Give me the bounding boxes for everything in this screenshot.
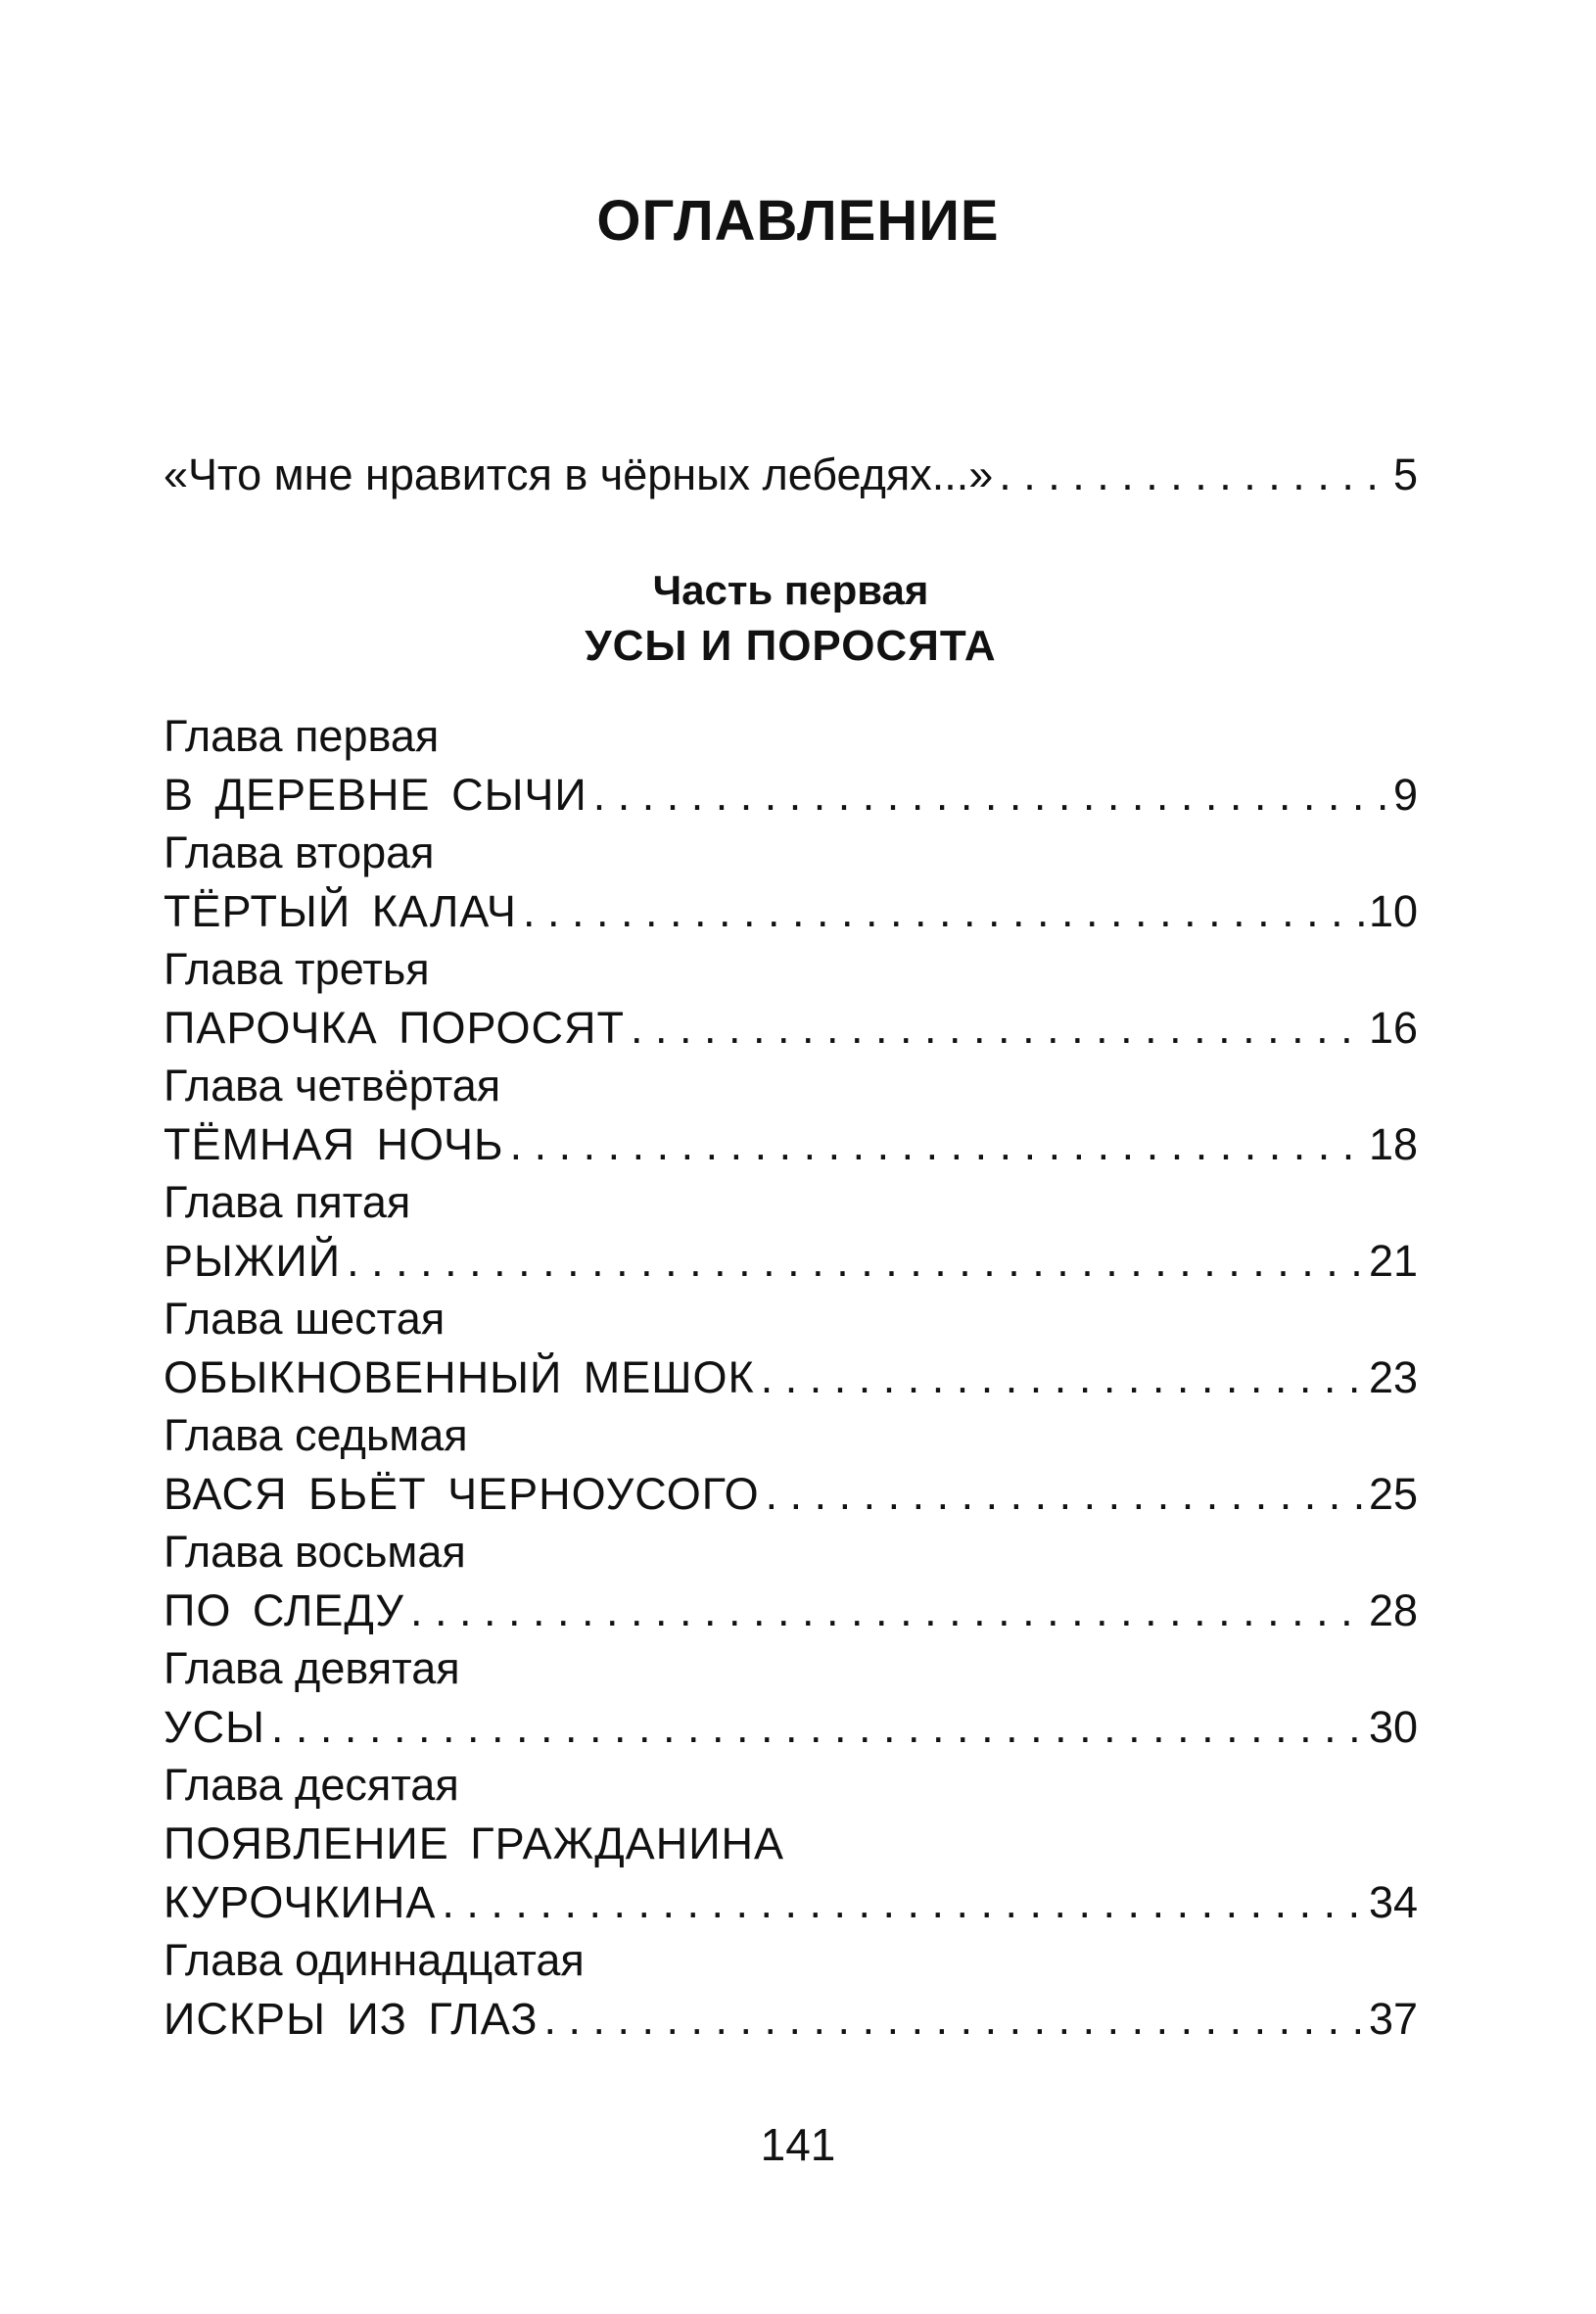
toc-chapter-entry[interactable] <box>164 1173 1418 1291</box>
dot-leader <box>593 766 1389 825</box>
chapter-title: В ДЕРЕВНЕ СЫЧИ <box>164 770 587 820</box>
toc-chapter-entry[interactable] <box>164 1931 1418 2049</box>
chapter-title: ОБЫКНОВЕННЫЙ МЕШОК <box>164 1352 755 1402</box>
dot-leader <box>761 1348 1365 1407</box>
chapter-label: Глава первая <box>164 711 440 761</box>
chapter-title: ВАСЯ БЬЁТ ЧЕРНОУСОГО <box>164 1469 760 1519</box>
dot-leader <box>271 1698 1365 1757</box>
toc-chapter-entry[interactable] <box>164 824 1418 941</box>
toc-entry-title: «Что мне нравится в чёрных лебедях...» <box>164 449 994 499</box>
toc-chapter-entry[interactable] <box>164 1523 1418 1640</box>
part-label: Часть первая <box>652 567 929 613</box>
chapter-page: 25 <box>1368 1469 1418 1519</box>
dot-leader <box>410 1582 1365 1640</box>
chapter-page: 34 <box>1368 1877 1418 1927</box>
chapter-title: УСЫ <box>164 1702 265 1752</box>
chapter-label: Глава шестая <box>164 1294 446 1344</box>
dot-leader <box>442 1873 1365 1932</box>
chapter-title: ТЁМНАЯ НОЧЬ <box>164 1119 504 1169</box>
chapter-label: Глава восьмая <box>164 1527 466 1577</box>
chapter-page: 37 <box>1368 1994 1418 2044</box>
dot-leader <box>347 1232 1365 1291</box>
page-number: 141 <box>760 2119 836 2170</box>
chapter-label: Глава вторая <box>164 827 435 877</box>
chapter-label: Глава третья <box>164 944 430 994</box>
chapter-label: Глава пятая <box>164 1177 411 1227</box>
dot-leader <box>523 882 1365 941</box>
dot-leader <box>544 1990 1365 2049</box>
part-title: УСЫ И ПОРОСЯТА <box>585 622 997 670</box>
toc-entry-page: 5 <box>1392 449 1418 499</box>
chapter-page: 10 <box>1368 886 1418 936</box>
chapter-page: 23 <box>1368 1352 1418 1402</box>
dot-leader <box>766 1465 1365 1524</box>
chapter-label: Глава одиннадцатая <box>164 1935 585 1985</box>
chapter-page: 16 <box>1368 1003 1418 1053</box>
dot-leader <box>999 446 1389 504</box>
chapter-title: ТЁРТЫЙ КАЛАЧ <box>164 886 517 936</box>
chapter-label: Глава четвёртая <box>164 1061 501 1110</box>
chapter-title: ПО СЛЕДУ <box>164 1585 404 1635</box>
chapter-label: Глава десятая <box>164 1760 459 1810</box>
chapter-page: 18 <box>1368 1119 1418 1169</box>
chapter-page: 9 <box>1392 770 1418 820</box>
chapter-title: ПАРОЧКА ПОРОСЯТ <box>164 1003 625 1053</box>
toc-chapter-entry[interactable] <box>164 707 1418 825</box>
chapter-label: Глава девятая <box>164 1643 460 1693</box>
toc-chapter-entry[interactable] <box>164 940 1418 1058</box>
chapter-page: 28 <box>1368 1585 1418 1635</box>
toc-chapter-entry[interactable] <box>164 1290 1418 1407</box>
toc-chapter-entry[interactable] <box>164 1057 1418 1174</box>
chapter-title: РЫЖИЙ <box>164 1236 342 1286</box>
chapter-label: Глава седьмая <box>164 1410 468 1460</box>
chapter-title: КУРОЧКИНА <box>164 1877 437 1927</box>
chapter-page: 21 <box>1368 1236 1418 1286</box>
chapter-title-line: ПОЯВЛЕНИЕ ГРАЖДАНИНА <box>164 1818 785 1868</box>
toc-chapter-entry[interactable] <box>164 1639 1418 1757</box>
dot-leader <box>510 1115 1365 1174</box>
dot-leader <box>631 999 1365 1058</box>
part-heading <box>164 563 1418 675</box>
toc-chapter-entry[interactable] <box>164 1406 1418 1524</box>
chapter-page: 30 <box>1368 1702 1418 1752</box>
toc-chapter-entry[interactable] <box>164 1756 1418 1932</box>
chapter-title: ИСКРЫ ИЗ ГЛАЗ <box>164 1994 539 2044</box>
toc-intro-entry[interactable] <box>164 446 1418 504</box>
page-title: ОГЛАВЛЕНИЕ <box>596 189 1000 253</box>
